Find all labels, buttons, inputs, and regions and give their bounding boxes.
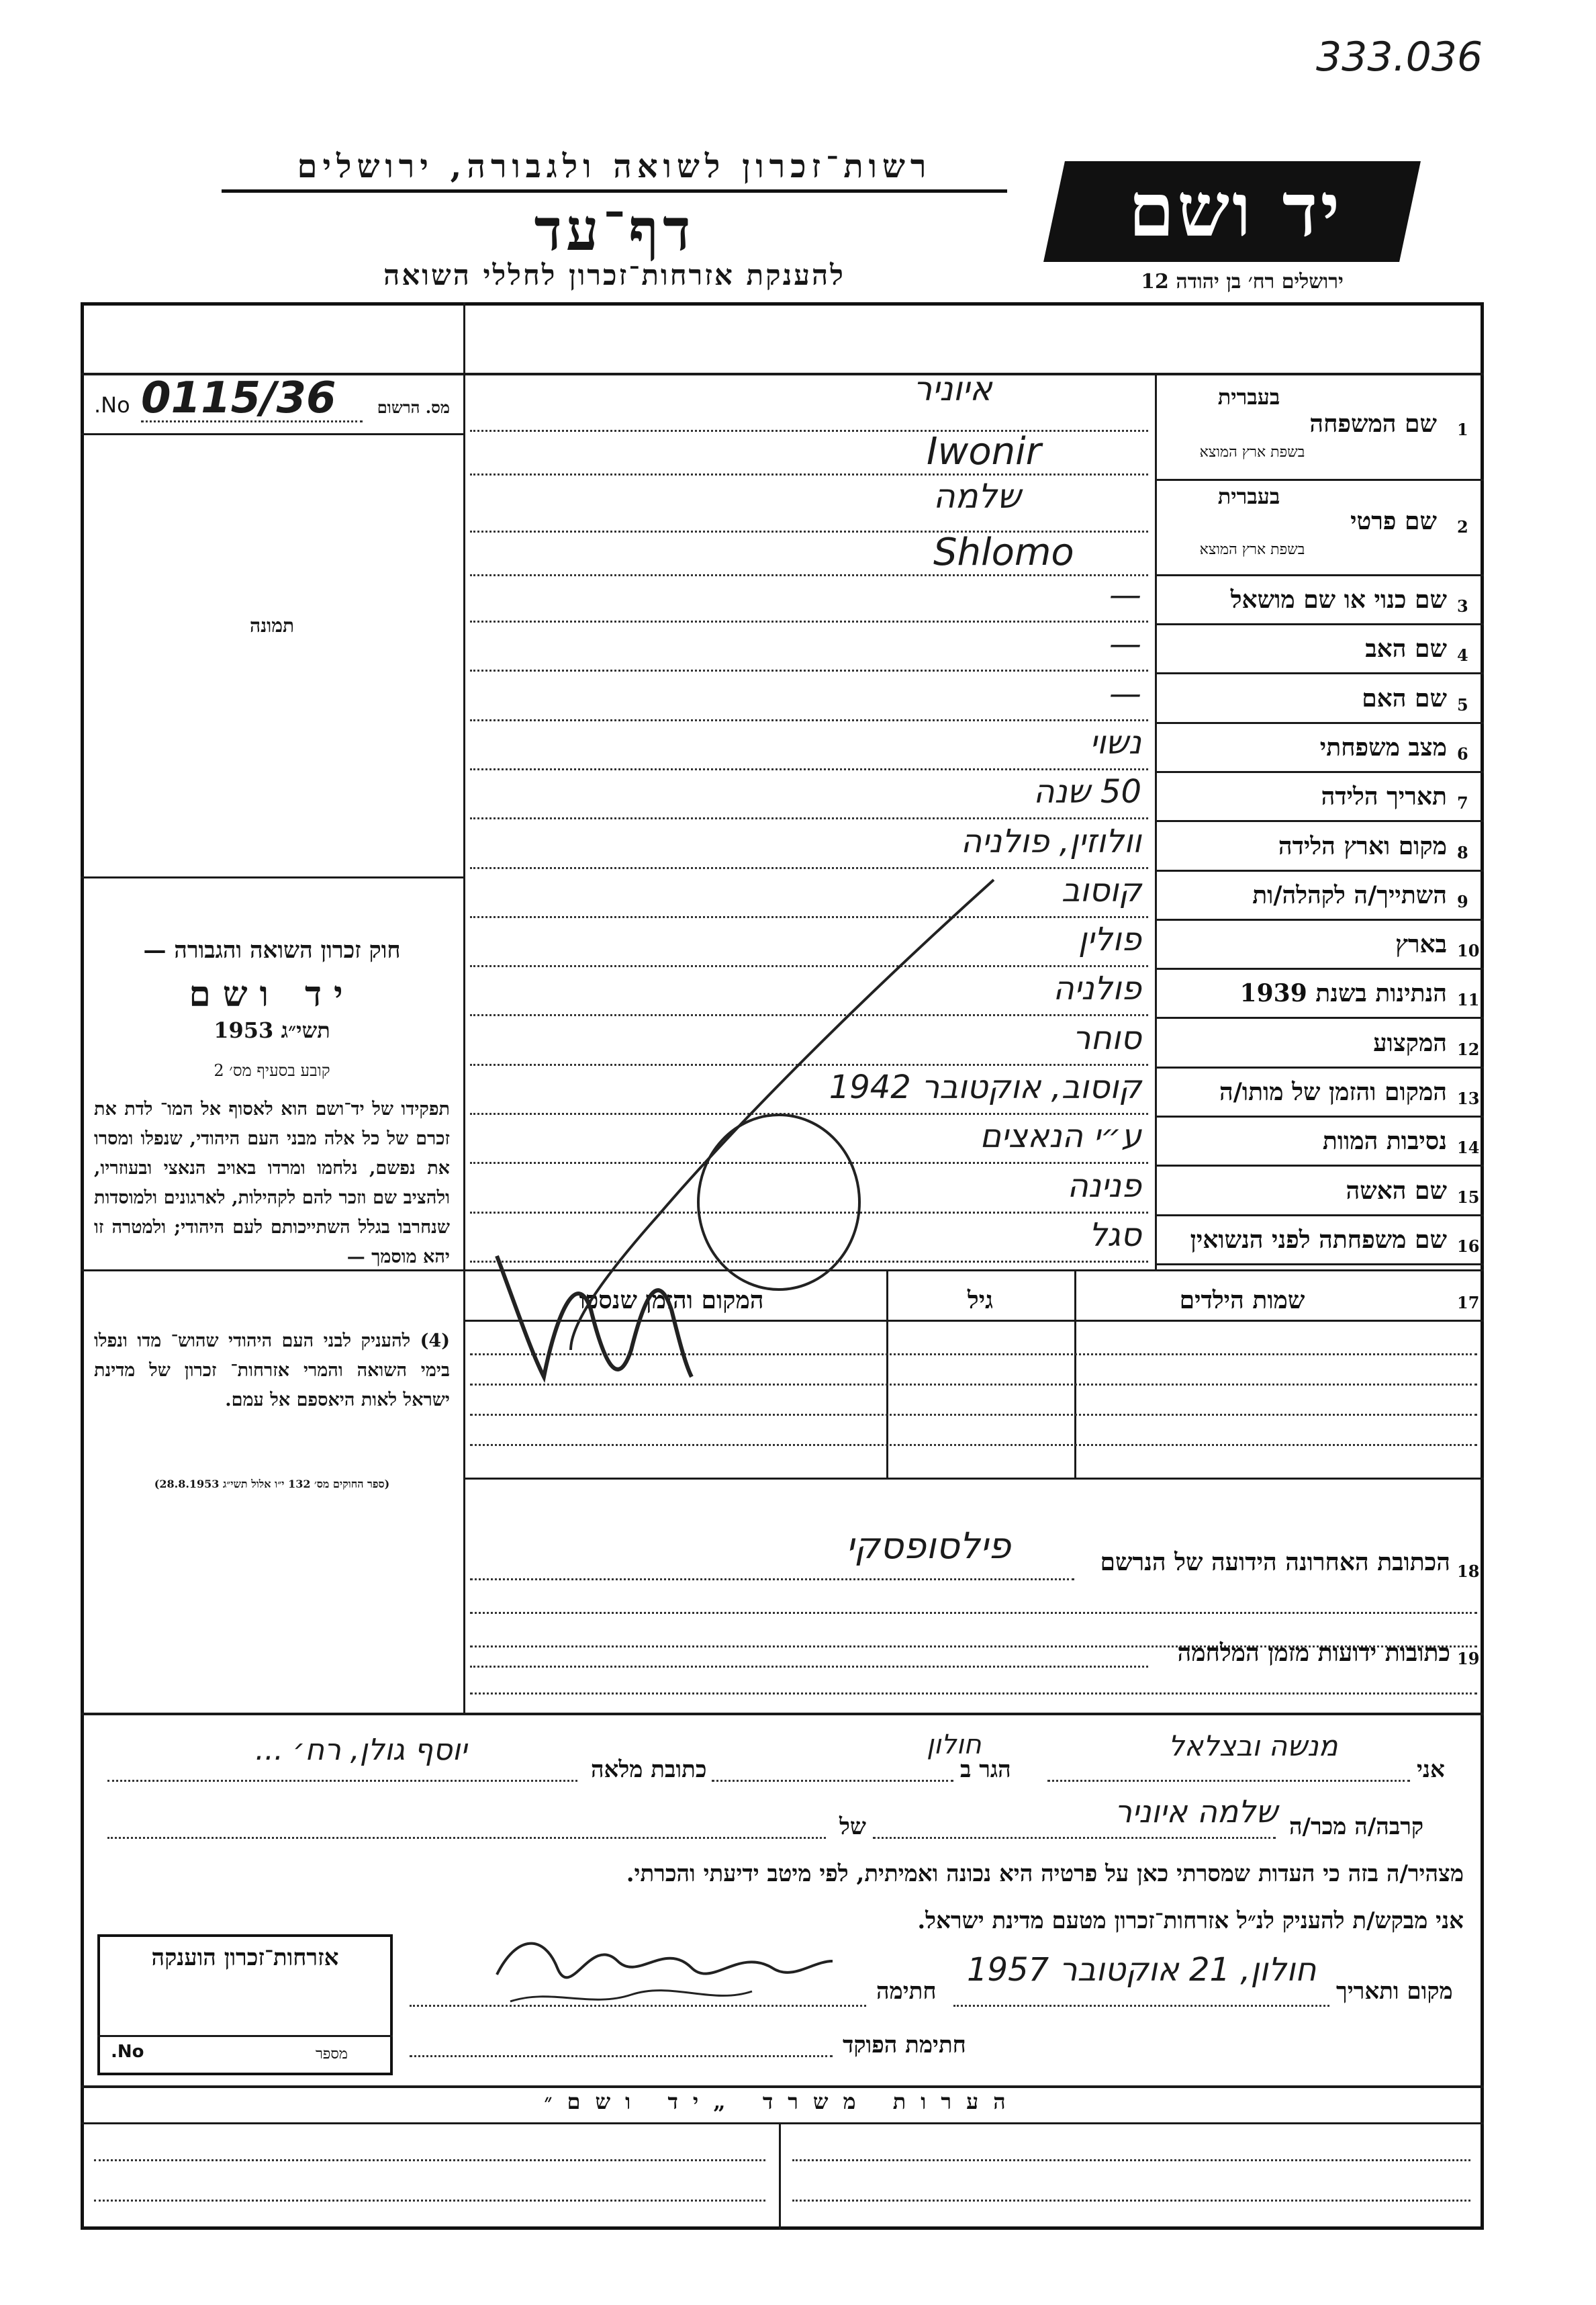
field-9-label: השתייך/ה לקהלה/ות [1252,881,1447,909]
field-3-label: שם כנוי או שם מושאל [1230,586,1447,614]
decl-statement: מצהיר/ה בזה כי העדות שמסרתי כאן על פרטיה היא נכונה ואמיתית, לפי מיטב ידיעתי והכרתי. [626,1860,1464,1887]
field-2-sub-origin: בשפת ארץ המוצא [1199,541,1305,558]
certificate-title: אזרחות־זכרון הוענקה [151,1944,339,1971]
field-15-num: 15 [1457,1187,1480,1207]
field-11-value: פולניה [1053,970,1141,1007]
children-col-age: גיל [967,1286,994,1314]
field-14-label: נסיבות המוות [1322,1127,1447,1155]
decl-of-label: של [839,1813,866,1840]
field-2-sub-hebrew: בעברית [1217,484,1280,509]
field-5-label: שם האם [1362,684,1447,713]
field-8-num: 8 [1457,843,1468,862]
field-14-value: ע״י הנאצים [980,1118,1141,1155]
field-4-value: — [1109,625,1141,663]
field-1-value-hebrew: איוניר [913,369,992,408]
decl-place-date-label: מקום ותאריך [1336,1978,1453,2005]
field-18-num: 18 [1457,1562,1480,1581]
decl-address-value: יוסף גולן, רח׳ ... [255,1733,467,1767]
decl-address-label: כתובת מלאה [591,1756,707,1783]
field-14-num: 14 [1457,1138,1480,1157]
field-11-label: הנתינות בשנת 1939 [1239,979,1447,1007]
registration-no-prefix: No. [94,392,130,418]
signature-scribble [470,1921,846,2022]
field-15-value: פנינה [1067,1167,1141,1205]
field-12-value: סוחר [1072,1020,1141,1057]
field-11-num: 11 [1457,990,1480,1009]
decl-officer-signature-label: חתימת הפוקד [843,2032,966,2059]
decl-place-date-value: חולון, 21 אוקטובר 1957 [967,1951,1317,1989]
field-1-sub-hebrew: בעברית [1217,384,1280,410]
field-1-sub-origin: בשפת ארץ המוצא [1199,444,1305,461]
certificate-no-prefix: No. [111,2042,144,2062]
field-2-value-origin: Shlomo [933,531,1074,574]
field-19-num: 19 [1457,1649,1480,1668]
field-8-label: מקום וארץ הלידה [1278,832,1447,860]
field-10-num: 10 [1457,941,1480,960]
form-title: דף־עד [534,196,695,264]
field-6-num: 6 [1457,744,1468,764]
field-1-num: 1 [1457,420,1468,439]
form-subtitle: להענקת אזרחות־זכרון לחללי השואה [383,259,845,291]
field-10-value: פולין [1078,921,1141,958]
field-1-label: שם המשפחה [1309,410,1437,438]
field-3-num: 3 [1457,596,1468,616]
office-notes-title: הערות משרד „יד ושם״ [544,2089,1021,2114]
field-9-num: 9 [1457,892,1468,911]
field-5-value: — [1109,675,1141,713]
decl-request: אני מבקש/ת להעניק לנ״ל אזרחות־זכרון מטעם מדינת ישראל. [917,1907,1464,1934]
decl-resident-label: הגר ב [960,1756,1011,1783]
children-col-place: המקום והזמן שנספו [579,1286,764,1314]
law-name: יד ושם [189,974,355,1015]
field-16-value: סגל [1088,1216,1141,1254]
field-7-num: 7 [1457,793,1468,813]
field-13-value: קוסוב, אוקטובר 1942 [829,1069,1141,1106]
field-1-value-origin: Iwonir [927,430,1041,473]
logo-address: ירושלים רח׳ בן יהודה 12 [1141,270,1344,293]
field-4-num: 4 [1457,645,1468,665]
law-title: חוק זכרון השואה והגבורה — [143,937,401,964]
field-6-value: נשוי [1089,724,1141,762]
field-7-label: תאריך הלידה [1321,782,1447,811]
field-13-num: 13 [1457,1089,1480,1108]
field-4-label: שם האב [1365,635,1447,663]
decl-signature-label: חתימה [876,1978,937,2005]
field-12-label: המקצוע [1373,1029,1447,1057]
registration-no [87,373,457,430]
field-16-label: שם משפחתה לפני הנשואין [1190,1226,1447,1254]
field-13-label: המקום והזמן של מותו/ה [1219,1078,1447,1106]
certificate-number-label: מספר [316,2046,348,2063]
field-2-label: שם פרטי [1350,507,1437,535]
field-7-value: 50 שנה [1033,773,1141,811]
registration-no-label: מס. הרשום [377,398,450,417]
field-10-label: בארץ [1395,930,1447,958]
children-col-names: שמות הילדים [1179,1286,1305,1314]
field-16-num: 16 [1457,1236,1480,1256]
decl-relation-label: קרבה/ה מכר/ה [1289,1813,1424,1840]
field-5-num: 5 [1457,695,1468,715]
registration-no-value: 0115/36 [141,373,336,423]
field-6-label: מצב משפחתי [1319,733,1447,762]
decl-ani-value: מנשה ובצלאל [1168,1729,1338,1762]
law-year: תשי״ג 1953 [214,1018,330,1043]
law-ref: (ספר החוקים מס׳ 132 י״ו אלול תשי״ג 28.8.1953) [154,1478,390,1490]
archive-number: 333.036 [1316,34,1483,81]
decl-of-value: שלמה איוניר [1115,1793,1278,1829]
field-9-value: קוסוב [1061,872,1141,909]
law-text-1: תפקידו של יד־ושם הוא לאסוף אל המו־ לדת את זכרם של כל אלה מבני העם היהודי, שנפלו ומסרו את נפשם, נלחמו ומרדו באויב הנאצי ובעוזריו, ולהציב שם וזכר להם לקהילות, לארגונים ולמוסדות שנחרבו בגלל השתייכותם לעם היהודי; ולמטרה זו יהא מוסמך — [94,1099,450,1267]
field-2-value-hebrew: שלמה [933,477,1021,516]
authority-title: רשות־זכרון לשואה ולגבורה, ירושלים [222,148,1007,193]
law-clause: קובע בסעיף מס׳ 2 [214,1061,330,1080]
field-2-num: 2 [1457,517,1468,537]
witness-large-signature [457,840,1074,1484]
photo-label: תמונה [249,615,295,637]
field-19-label: כתובות ידועות מזמן המלחמה [1177,1639,1450,1667]
field-18-value: פילסופסקי [846,1525,1011,1567]
field-15-label: שם האשה [1346,1177,1447,1205]
law-text-2: (4) להעניק לבני העם היהודי שהוש־ מדו ונפלו בימי השואה והמרי אזרחות־ זכרון של מדינת ישראל לאות היאספם אל עמם. [94,1330,450,1410]
field-8-value: וולוזין, פולניה [960,823,1141,860]
field-18-label: הכתובת האחרונה הידועה של הנרשם [1100,1548,1450,1576]
decl-ani-label: אני [1417,1756,1445,1783]
decl-resident-value: חולון [927,1729,982,1760]
field-12-num: 12 [1457,1040,1480,1059]
field-17-num: 17 [1457,1293,1480,1312]
logo-text: יד ושם [1128,167,1343,253]
field-3-value: — [1109,576,1141,614]
